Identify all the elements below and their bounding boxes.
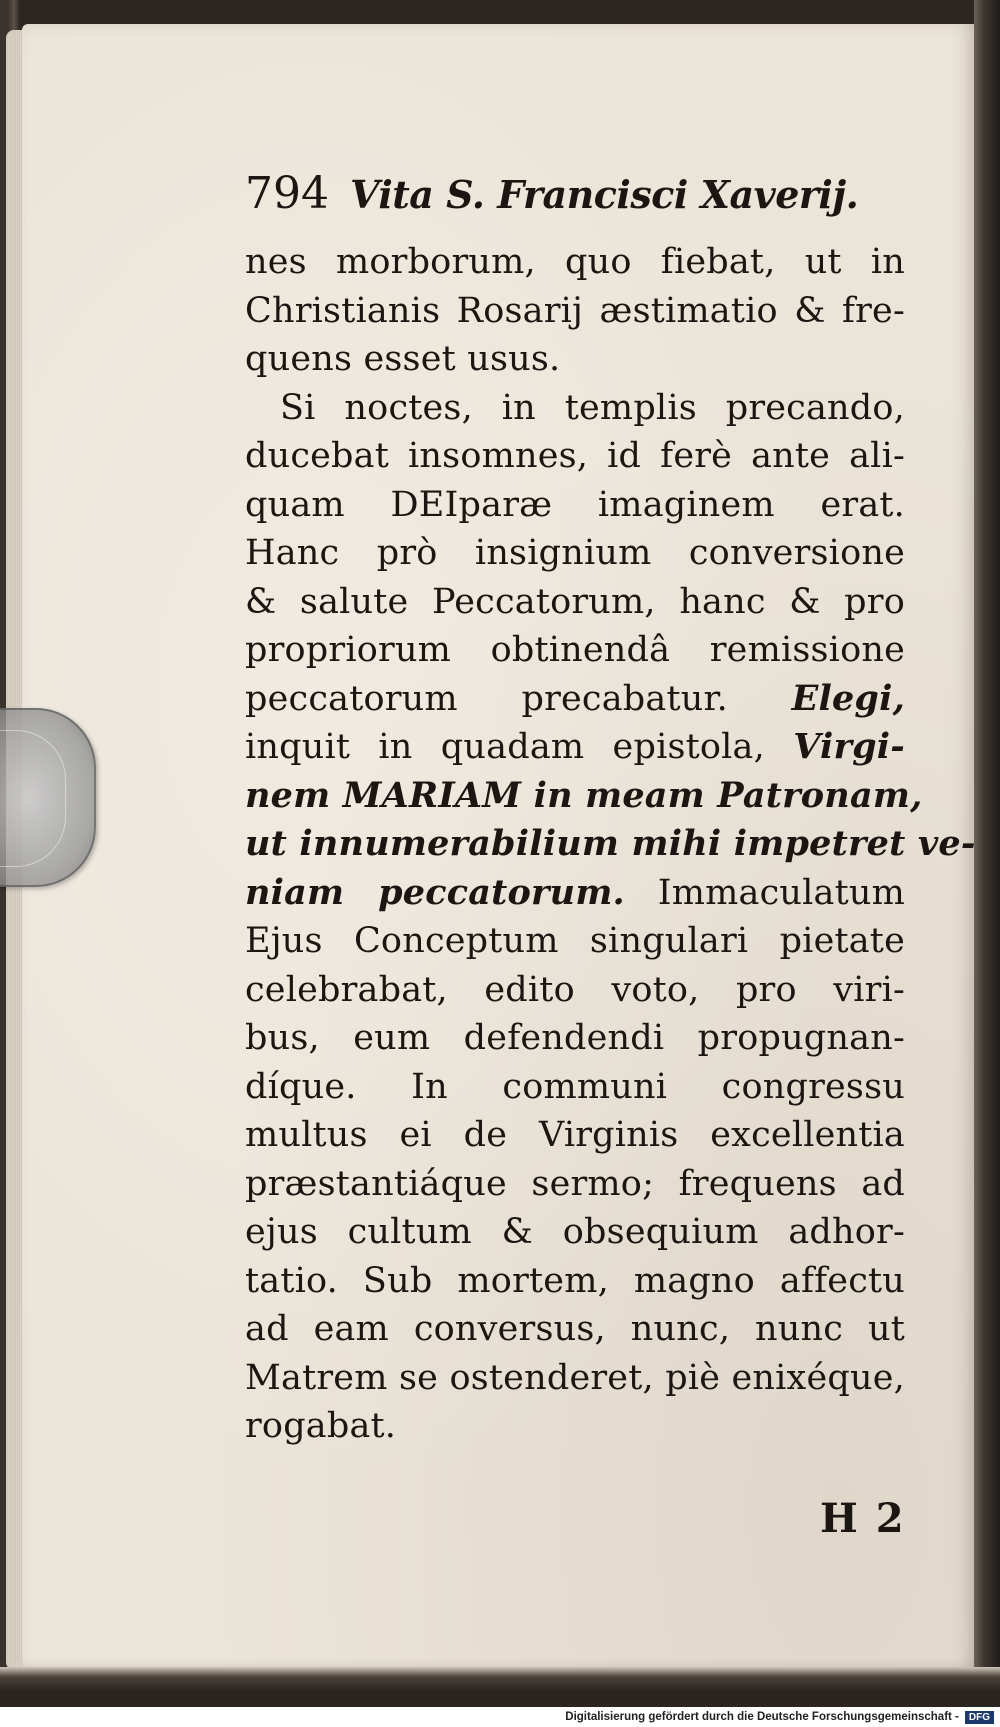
text-segment: quens esset usus. xyxy=(245,339,561,379)
footer-credit: Digitalisierung gefördert durch die Deutsche Forschungsgemeinschaft - xyxy=(565,1711,959,1723)
italic-segment: Virgi- xyxy=(793,726,905,767)
text-line xyxy=(245,578,905,627)
text-segment: Ejus Conceptum singulari pietate xyxy=(245,921,905,961)
text-line xyxy=(245,1354,905,1403)
text-segment: díque. In communi congressu xyxy=(245,1066,905,1107)
text-line xyxy=(245,432,905,481)
text-segment: quam DEIparæ imaginem erat. xyxy=(245,484,905,525)
text-segment: & salute Peccatorum, hanc & pro xyxy=(245,581,905,622)
italic-segment: Elegi, xyxy=(791,677,905,719)
page-clip xyxy=(0,708,96,887)
text-line xyxy=(245,1063,905,1112)
text-line xyxy=(245,335,905,384)
text-line xyxy=(245,481,905,530)
text-line xyxy=(245,820,976,869)
text-segment: propriorum obtinendâ remissione xyxy=(245,630,905,670)
italic-segment: niam peccatorum. xyxy=(245,871,625,913)
text-segment: nes morborum, quo fiebat, ut in xyxy=(245,242,905,282)
page-clip-highlight xyxy=(0,730,66,867)
text-line xyxy=(245,1111,905,1160)
catchword: H 2 xyxy=(820,1495,906,1542)
text-line xyxy=(245,1305,905,1354)
text-segment: Christianis Rosarij æstimatio & fre- xyxy=(245,290,905,331)
text-segment: Immaculatum xyxy=(624,872,905,913)
text-line xyxy=(245,675,905,724)
text-segment: Si noctes, in templis precando, xyxy=(280,387,905,428)
text-segment: ejus cultum & obsequium adhor- xyxy=(245,1212,905,1252)
text-segment: bus, eum defendendi propugnan- xyxy=(245,1018,905,1058)
text-segment: rogabat. xyxy=(245,1406,397,1446)
text-line xyxy=(245,1014,905,1063)
text-block xyxy=(245,168,976,1451)
text-segment: Hanc prò insignium conversione xyxy=(245,533,905,573)
text-segment: inquit in quadam epistola, xyxy=(245,727,794,767)
page-header xyxy=(245,168,915,238)
running-title: Vita S. Francisci Xaverij. xyxy=(350,172,859,217)
text-line xyxy=(245,1160,905,1209)
text-line xyxy=(245,238,905,287)
text-line xyxy=(245,772,923,821)
text-segment: multus ei de Virginis excellentia xyxy=(245,1115,905,1155)
text-line xyxy=(245,287,905,336)
text-line xyxy=(245,1257,905,1306)
text-line xyxy=(245,384,905,433)
body-text xyxy=(245,238,976,1451)
text-segment: peccatorum precabatur. xyxy=(245,678,792,719)
text-segment: Matrem se ostenderet, piè enixéque, xyxy=(245,1357,905,1398)
text-line xyxy=(245,917,905,966)
italic-segment: ut innumerabilium mihi impetret ve- xyxy=(245,823,976,864)
text-line xyxy=(245,966,905,1015)
text-line xyxy=(245,1208,905,1257)
page-number: 794 xyxy=(245,168,329,219)
italic-segment: nem MARIAM in meam Patronam, xyxy=(245,774,923,816)
text-segment: ad eam conversus, nunc, nunc ut xyxy=(245,1309,905,1349)
text-line xyxy=(245,1402,905,1451)
text-line xyxy=(245,529,905,578)
text-line xyxy=(245,723,905,772)
footer-bar xyxy=(0,1707,1000,1727)
text-segment: præstantiáque sermo; frequens ad xyxy=(245,1163,905,1204)
text-line xyxy=(245,626,905,675)
text-line xyxy=(245,869,905,918)
text-segment: celebrabat, edito voto, pro viri- xyxy=(245,969,905,1010)
dfg-logo: DFG xyxy=(965,1711,994,1724)
text-segment: tatio. Sub mortem, magno affectu xyxy=(245,1260,905,1301)
gutter-shadow xyxy=(974,0,1000,1727)
text-segment: ducebat insomnes, id ferè ante ali- xyxy=(245,436,905,476)
